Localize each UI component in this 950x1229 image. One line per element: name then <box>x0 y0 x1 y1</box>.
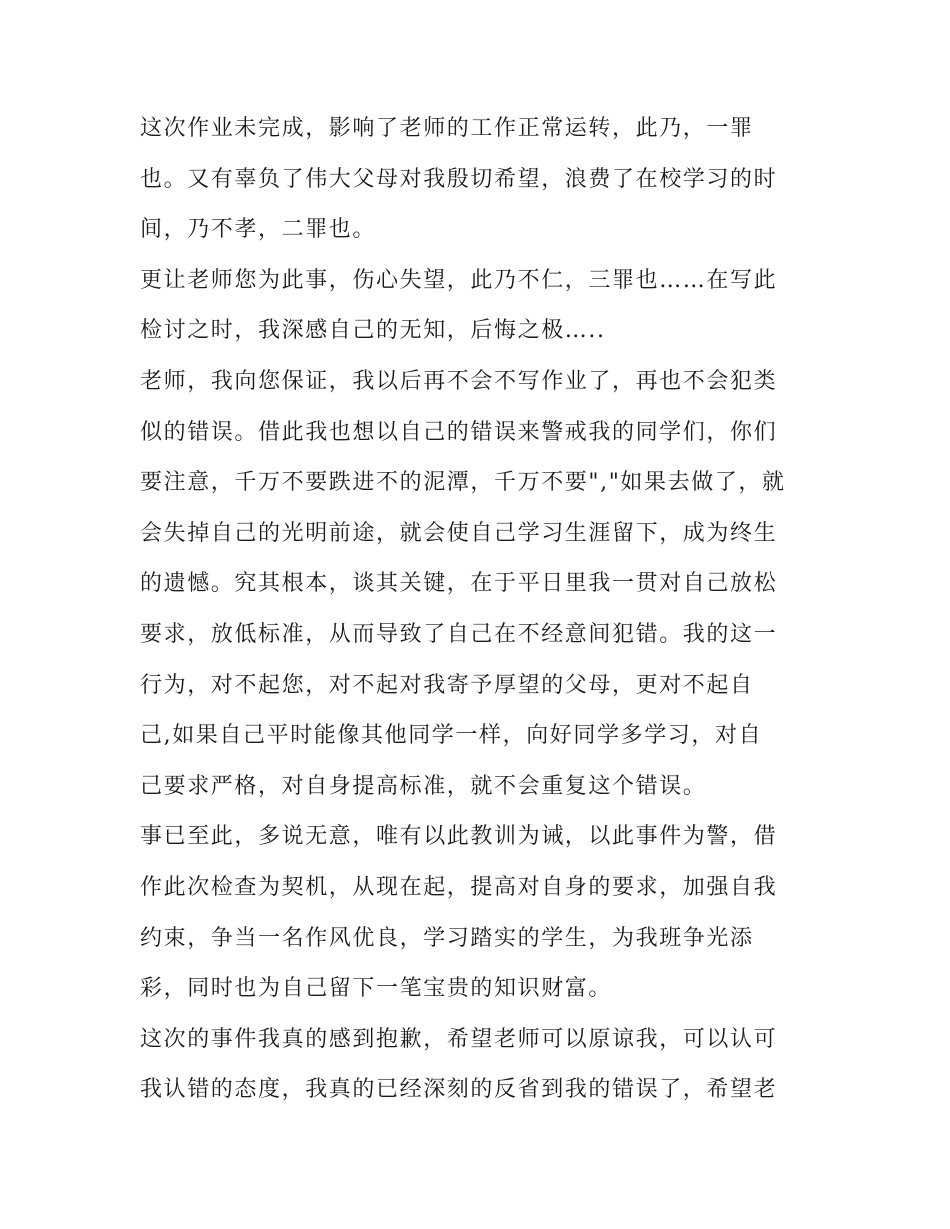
text-line: 这次的事件我真的感到抱歉，希望老师可以原谅我，可以认可 <box>140 1026 778 1052</box>
text-line: 行为，对不起您，对不起对我寄予厚望的父母，更对不起自 <box>140 672 754 698</box>
text-line: 彩，同时也为自己留下一笔宝贵的知识财富。 <box>140 976 613 1002</box>
text-line: 也。又有辜负了伟大父母对我殷切希望，浪费了在校学习的时 <box>140 166 778 192</box>
text-line: 己,如果自己平时能像其他同学一样，向好同学多学习，对自 <box>140 723 763 749</box>
paragraph-3 <box>140 357 820 812</box>
paragraph-1 <box>140 104 820 256</box>
text-line: 事已至此，多说无意，唯有以此教训为诫，以此事件为警，借 <box>140 824 778 850</box>
text-line: 约束，争当一名作风优良，学习踏实的学生，为我班争光添 <box>140 925 754 951</box>
text-line: 要注意，千万不要跌进不的泥潭，千万不要","如果去做了，就 <box>140 470 786 496</box>
text-line: 这次作业未完成，影响了老师的工作正常运转，此乃，一罪 <box>140 116 754 141</box>
text-line: 检讨之时，我深感自己的无知，后悔之极….. <box>140 318 606 344</box>
text-line: 会失掉自己的光明前途，就会使自己学习生涯留下，成为终生 <box>140 520 778 546</box>
text-line: 作此次检查为契机，从现在起，提高对自身的要求，加强自我 <box>140 874 778 900</box>
text-line: 更让老师您为此事，伤心失望，此乃不仁，三罪也……在写此 <box>140 267 778 293</box>
text-line: 似的错误。借此我也想以自己的错误来警戒我的同学们，你们 <box>140 419 778 445</box>
text-line: 间，乃不孝，二罪也。 <box>140 217 377 243</box>
paragraph-5 <box>140 1015 820 1116</box>
text-line: 己要求严格，对自身提高标准，就不会重复这个错误。 <box>140 773 707 799</box>
text-line: 要求，放低标准，从而导致了自己在不经意间犯错。我的这一 <box>140 621 778 647</box>
paragraph-2 <box>140 256 820 357</box>
paragraph-4 <box>140 812 820 1014</box>
text-line: 老师，我向您保证，我以后再不会不写作业了，再也不会犯类 <box>140 368 778 394</box>
text-line: 的遗憾。究其根本，谈其关键，在于平日里我一贯对自己放松 <box>140 571 778 597</box>
text-line: 我认错的态度，我真的已经深刻的反省到我的错误了，希望老 <box>140 1077 778 1103</box>
document-body <box>140 104 820 1116</box>
